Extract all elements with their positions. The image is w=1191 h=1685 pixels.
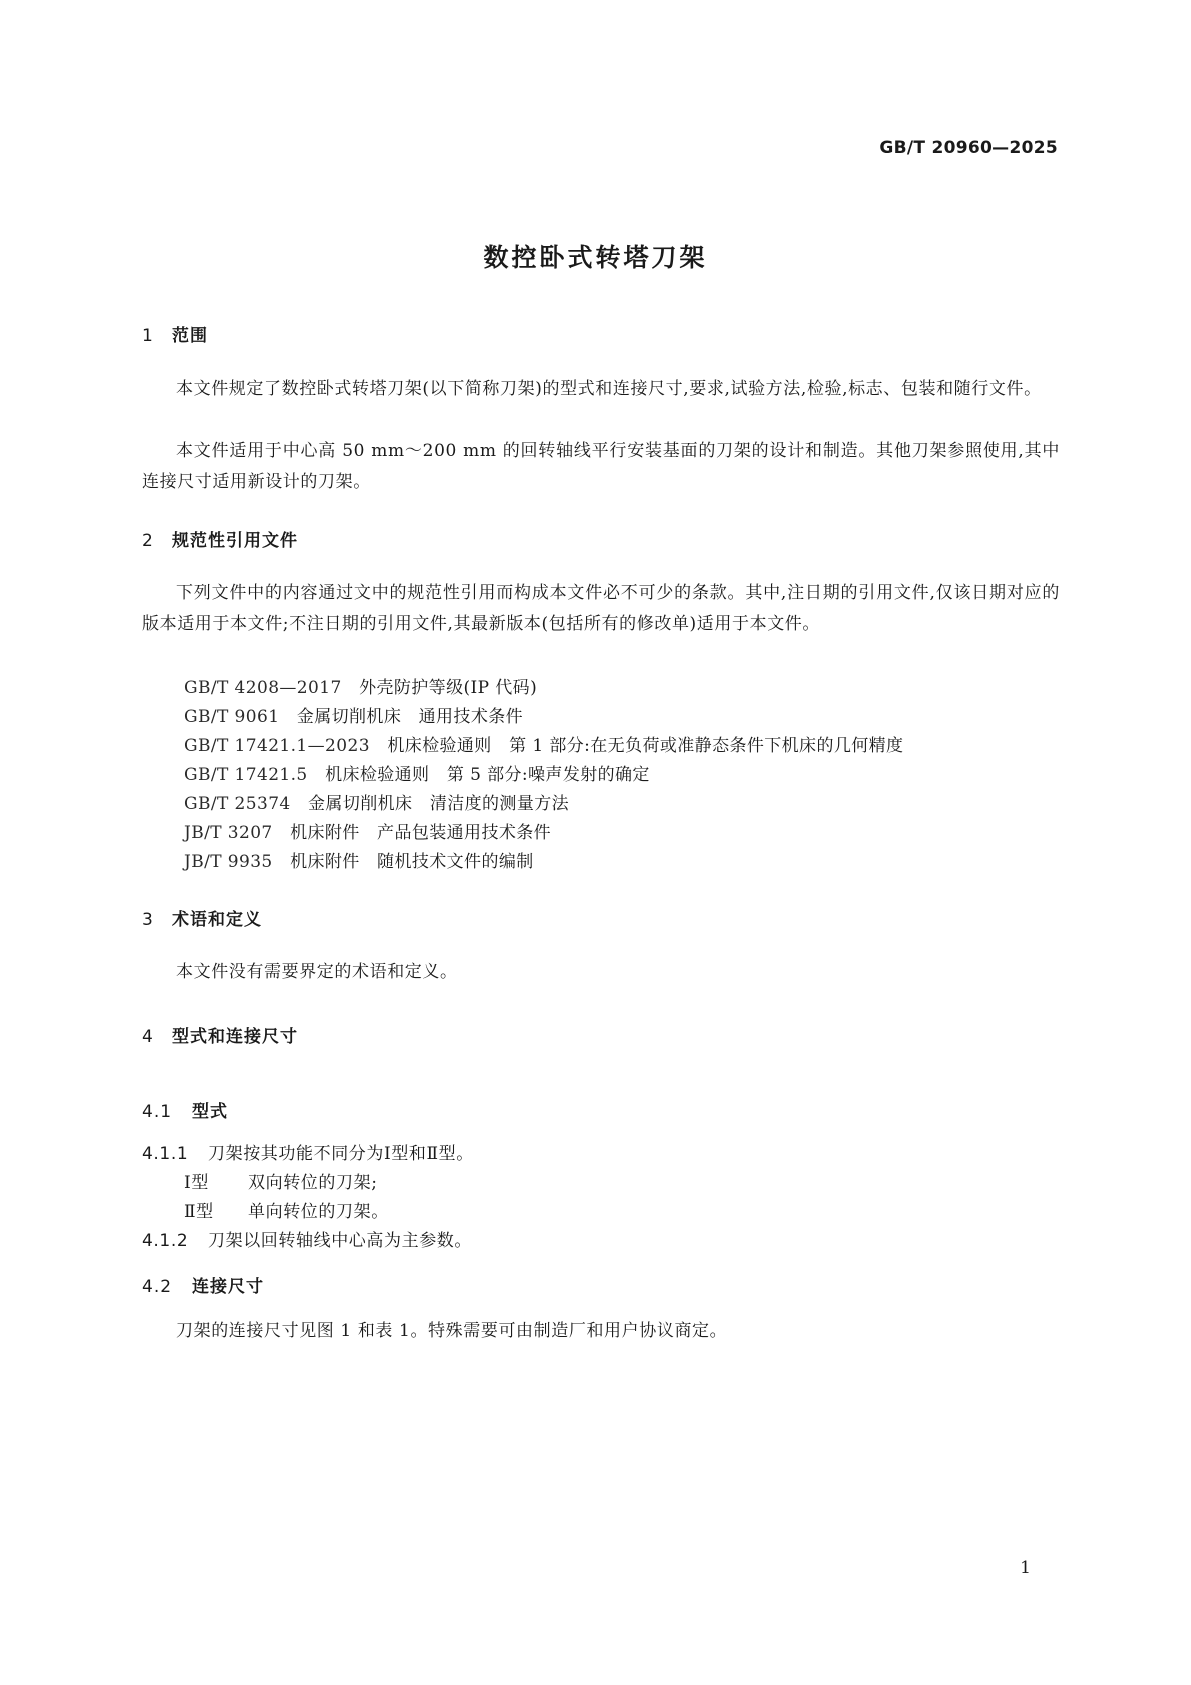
document-title: 数控卧式转塔刀架 [483, 243, 708, 272]
reference-title: 机床附件 随机技术文件的编制 [290, 852, 534, 872]
section-2-heading [142, 526, 298, 551]
type-desc: 双向转位的刀架; [248, 1173, 378, 1193]
reference-title: 机床附件 产品包装通用技术条件 [290, 823, 552, 843]
clause-4-1-1 [142, 1139, 474, 1164]
section-number: 4.2 [142, 1277, 173, 1297]
section-2-intro: 下列文件中的内容通过文中的规范性引用而构成本文件必不可少的条款。其中,注日期的引用文件,仅该日期对应的版本适用于本文件;不注日期的引用文件,其最新版本(包括所有的修改单)适用于本文件。 [142, 583, 1060, 634]
reference-code: JB/T 3207 [184, 823, 273, 843]
clause-number: 4.1.1 [142, 1144, 189, 1164]
reference-item [184, 760, 650, 785]
clause-number: 4.1.2 [142, 1231, 189, 1251]
reference-code: JB/T 9935 [184, 852, 273, 872]
reference-item [184, 673, 537, 698]
clause-text: 刀架以回转轴线中心高为主参数。 [208, 1231, 472, 1251]
section-number: 3 [142, 910, 154, 930]
section-title: 规范性引用文件 [172, 531, 298, 551]
type-item [184, 1168, 378, 1193]
section-1-paragraph-2: 本文件适用于中心高 50 mm～200 mm 的回转轴线平行安装基面的刀架的设计和制造。其他刀架参照使用,其中连接尺寸适用新设计的刀架。 [142, 441, 1060, 492]
type-desc: 单向转位的刀架。 [248, 1202, 389, 1222]
section-4-2-heading [142, 1272, 264, 1297]
type-name: Ⅰ型 [184, 1173, 209, 1193]
reference-title: 外壳防护等级(IP 代码) [359, 678, 538, 698]
clause-text: 刀架按其功能不同分为Ⅰ型和Ⅱ型。 [208, 1144, 474, 1164]
reference-title: 金属切削机床 清洁度的测量方法 [308, 794, 570, 814]
reference-code: GB/T 17421.5 [184, 765, 308, 785]
section-title: 术语和定义 [172, 910, 262, 930]
section-number: 2 [142, 531, 154, 551]
reference-item [184, 789, 569, 814]
section-4-1-heading [142, 1097, 228, 1122]
section-3-paragraph: 本文件没有需要界定的术语和定义。 [176, 962, 458, 982]
section-1-paragraph-1: 本文件规定了数控卧式转塔刀架(以下简称刀架)的型式和连接尺寸,要求,试验方法,检验,标志、包装和随行文件。 [176, 379, 1042, 399]
section-number: 1 [142, 326, 154, 346]
reference-item [184, 818, 551, 843]
section-4-heading [142, 1022, 298, 1047]
reference-title: 金属切削机床 通用技术条件 [296, 707, 524, 727]
section-1-heading [142, 321, 208, 346]
page-number: 1 [1020, 1558, 1031, 1578]
section-title: 范围 [172, 326, 208, 346]
clause-4-1-2 [142, 1226, 472, 1251]
reference-code: GB/T 9061 [184, 707, 280, 727]
section-title: 型式 [192, 1102, 228, 1122]
reference-item [184, 702, 523, 727]
type-name: Ⅱ型 [184, 1202, 214, 1222]
section-number: 4 [142, 1027, 154, 1047]
type-item [184, 1197, 389, 1222]
section-4-2-paragraph: 刀架的连接尺寸见图 1 和表 1。特殊需要可由制造厂和用户协议商定。 [176, 1321, 728, 1341]
section-number: 4.1 [142, 1102, 173, 1122]
reference-title: 机床检验通则 第 1 部分:在无负荷或准静态条件下机床的几何精度 [387, 736, 904, 756]
standard-number: GB/T 20960—2025 [879, 138, 1058, 158]
reference-code: GB/T 17421.1—2023 [184, 736, 370, 756]
reference-item [184, 847, 534, 872]
section-title: 连接尺寸 [192, 1277, 264, 1297]
section-title: 型式和连接尺寸 [172, 1027, 298, 1047]
reference-title: 机床检验通则 第 5 部分:噪声发射的确定 [325, 765, 650, 785]
reference-code: GB/T 4208—2017 [184, 678, 342, 698]
reference-item [184, 731, 903, 756]
section-3-heading [142, 905, 262, 930]
reference-code: GB/T 25374 [184, 794, 291, 814]
